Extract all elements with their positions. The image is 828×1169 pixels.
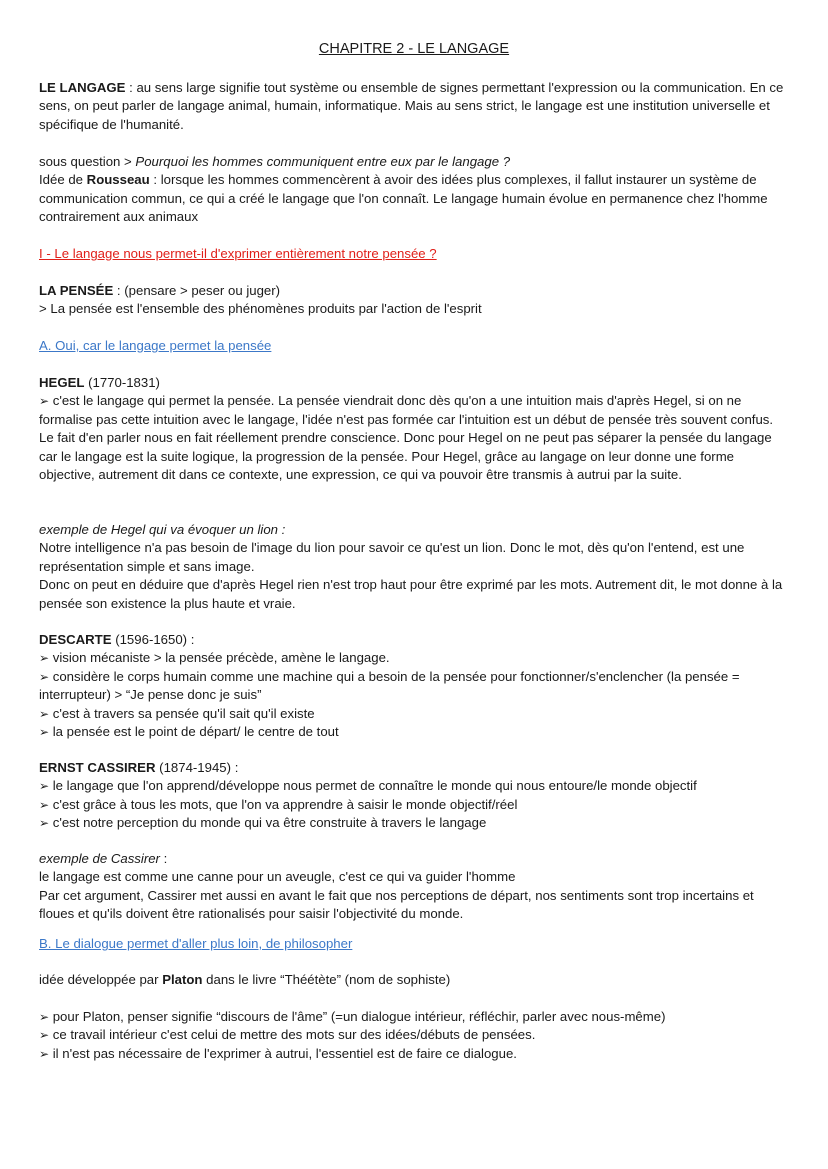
platon-item: il n'est pas nécessaire de l'exprimer à autrui, l'essentiel est de faire ce dialogue. — [49, 1045, 517, 1061]
arrow-bullet-icon: ➢ — [39, 706, 50, 721]
descarte-item: considère le corps humain comme une machine qui a besoin de la pensée pour fonctionner/s'enclencher (la pensée = interrupteur) > “Je pense donc je suis” — [39, 668, 740, 703]
descarte-item: la pensée est le point de départ/ le centre de tout — [49, 724, 339, 740]
cassirer-item: le langage que l'on apprend/développe nous permet de connaître le monde qui nous entoure/le monde objectif — [49, 778, 697, 794]
platon-name: Platon — [162, 972, 203, 987]
hegel-text: c'est le langage qui permet la pensée. La pensée viendrait donc dès qu'on a une intuition mais d'après Hegel, si on ne formalise pas cette intuition avec le langage, l'idée n'est pas formée car l'intuition est un début de pensée très souvent confus. Le fait d'en parler nous en fait réellement prendre conscience. Donc pour Hegel on ne peut pas séparer la pensée du langage car le langage est la suite logique, la progression de la pensée. Pour Hegel, grâce au langage on leur donne une forme objective, autrement dit dans ce contexte, une expression, ce qui va pouvoir être transmis à autrui par la suite. — [39, 393, 774, 483]
hegel-name: HEGEL — [39, 375, 85, 390]
cassirer-example-p1: le langage est comme une canne pour un aveugle, c'est ce qui va guider l'homme — [39, 869, 516, 885]
hegel-example-block — [39, 521, 791, 613]
descarte-name: DESCARTE — [39, 632, 112, 647]
platon-item: ce travail intérieur c'est celui de mettre des mots sur des idées/débuts de pensées. — [49, 1027, 536, 1043]
idee-prefix: Idée de — [39, 172, 87, 188]
cassirer-item: c'est notre perception du monde qui va être construite à travers le langage — [49, 815, 487, 831]
arrow-bullet-icon: ➢ — [39, 651, 50, 666]
rousseau-text: : lorsque les hommes commencèrent à avoir des idées plus complexes, il fallut instaurer un système de communication commun, ce qui a créé le langage que l'on connaît. Le langage humain évolue en permanence chez l'homme contrairement aux animaux — [39, 172, 768, 225]
hegel-dates: (1770-1831) — [84, 375, 160, 390]
platon-item: pour Platon, penser signifie “discours de l'âme” (=un dialogue intérieur, réfléchir, parler avec nous-même) — [49, 1009, 666, 1024]
subsection-a-heading: A. Oui, car le langage permet la pensée — [39, 338, 272, 353]
pensee-definition: > La pensée est l'ensemble des phénomènes produits par l'action de l'esprit — [39, 301, 482, 317]
cassirer-name: ERNST CASSIRER — [39, 760, 156, 775]
section-1-heading: I - Le langage nous permet-il d'exprimer entièrement notre pensée ? — [39, 246, 437, 261]
intro-term: LE LANGAGE — [39, 80, 126, 95]
intro-paragraph — [39, 79, 791, 134]
platon-prefix: idée développée par — [39, 972, 163, 987]
pensee-block — [39, 282, 791, 319]
descarte-dates: (1596-1650) : — [111, 632, 195, 647]
pensee-etymology: : (pensare > peser ou juger) — [113, 283, 281, 298]
subsection-b-heading: B. Le dialogue permet d'aller plus loin, de philosopher — [39, 936, 353, 951]
arrow-bullet-icon: ➢ — [39, 1010, 50, 1024]
page-title: CHAPITRE 2 - LE LANGAGE — [318, 41, 510, 57]
sous-question-text: Pourquoi les hommes communiquent entre eux par le langage ? — [135, 154, 511, 169]
cassirer-dates: (1874-1945) : — [155, 760, 239, 775]
arrow-bullet-icon: ➢ — [39, 779, 50, 794]
hegel-block — [39, 374, 791, 484]
platon-intro — [39, 971, 791, 989]
sous-question-block — [39, 153, 791, 227]
cassirer-example-colon: : — [159, 851, 168, 866]
pensee-term: LA PENSÉE — [39, 283, 114, 298]
arrow-bullet-icon: ➢ — [39, 669, 50, 684]
arrow-bullet-icon: ➢ — [39, 394, 50, 409]
platon-list — [39, 1008, 791, 1063]
hegel-example-p1: Notre intelligence n'a pas besoin de l'image du lion pour savoir ce qu'est un lion. Donc le mot, dès qu'on l'entend, est une représentation simple et sans image. — [39, 540, 745, 574]
arrow-bullet-icon: ➢ — [39, 1028, 50, 1043]
hegel-example-heading: exemple de Hegel qui va évoquer un lion : — [39, 522, 286, 537]
hegel-example-p2: Donc on peut en déduire que d'après Hegel rien n'est trop haut pour être exprimé par les mots. Autrement dit, le mot donne à la pensée son existence la plus haute et vraie. — [39, 577, 783, 611]
descarte-block — [39, 631, 791, 741]
cassirer-example-p2: Par cet argument, Cassirer met aussi en avant le fait que nos perceptions de départ, nos sentiments sont trop incertains et floues et qu'ils doivent être rationalisés pour saisir l'objectivité du monde. — [39, 887, 754, 922]
platon-suffix: dans le livre “Théétète” (nom de sophiste) — [202, 972, 451, 987]
cassirer-block — [39, 759, 791, 833]
intro-text: : au sens large signifie tout système ou ensemble de signes permettant l'expression ou la communication. En ce sens, on peut parler de langage animal, humain, informatique. Mais au sens strict, le langage est une institution universelle et spécifique de l'humanité. — [39, 80, 784, 132]
cassirer-example-heading: exemple de Cassirer — [39, 851, 160, 866]
cassirer-example-block — [39, 850, 791, 924]
arrow-bullet-icon: ➢ — [39, 797, 50, 812]
rousseau-name: Rousseau — [86, 172, 150, 188]
descarte-item: vision mécaniste > la pensée précède, amène le langage. — [49, 650, 390, 666]
cassirer-item: c'est grâce à tous les mots, que l'on va apprendre à saisir le monde objectif/réel — [49, 796, 518, 812]
sous-question-prefix: sous question > — [39, 154, 136, 169]
descarte-item: c'est à travers sa pensée qu'il sait qu'il existe — [49, 705, 315, 721]
arrow-bullet-icon: ➢ — [39, 725, 50, 740]
arrow-bullet-icon: ➢ — [39, 1046, 50, 1061]
arrow-bullet-icon: ➢ — [39, 816, 50, 831]
